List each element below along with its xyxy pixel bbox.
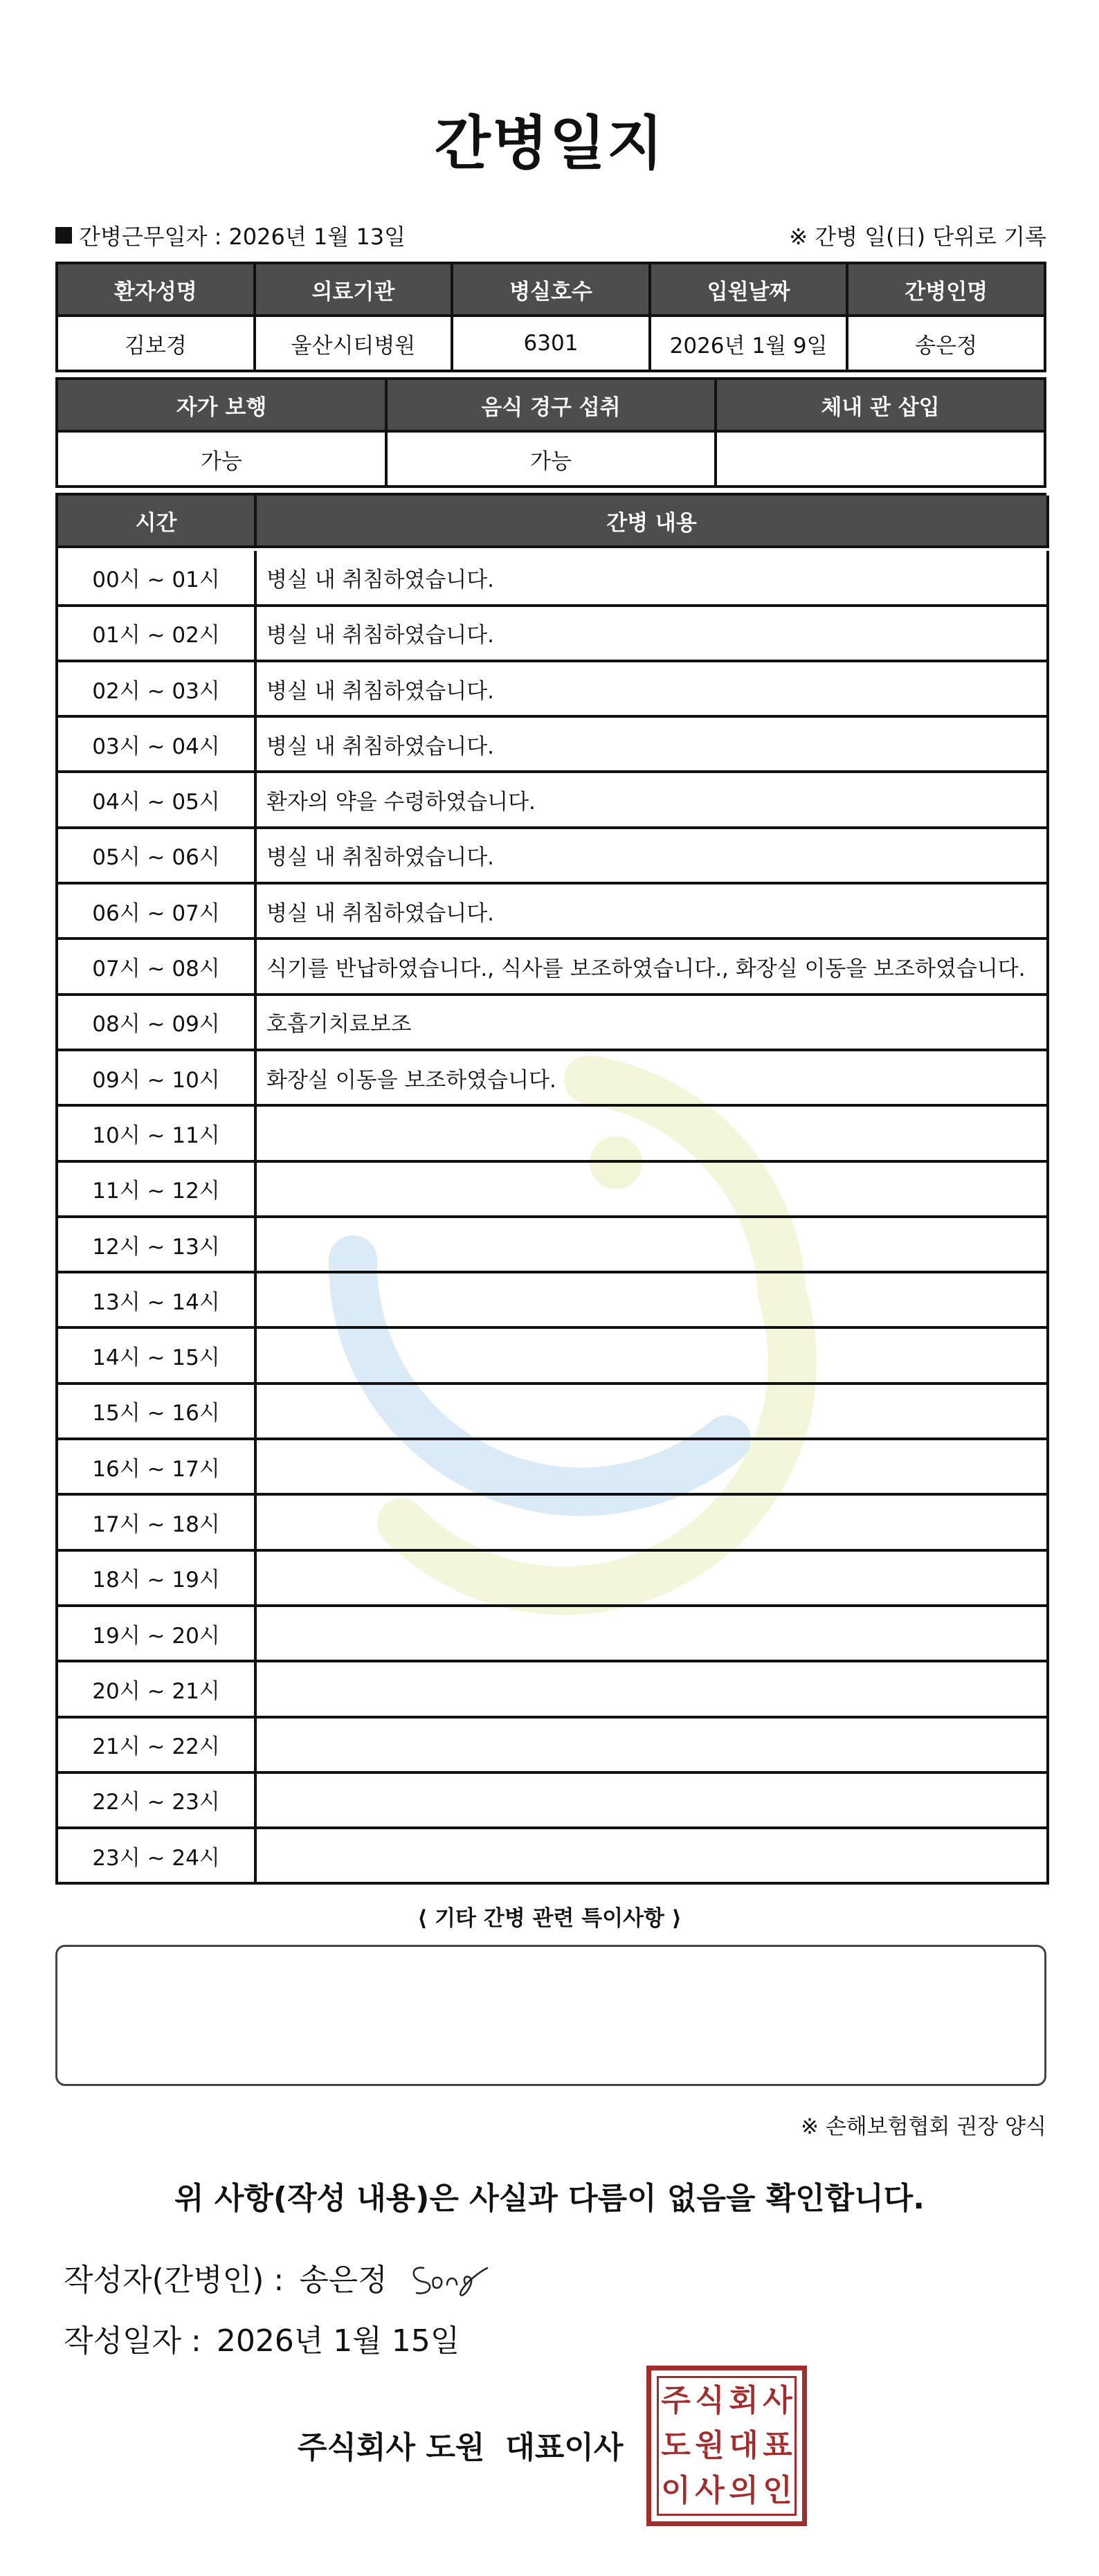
header-caregiver-name: 간병인명 [848, 264, 1046, 317]
company-title: 대표이사 [505, 2430, 624, 2465]
tube-insertion-value [717, 433, 1046, 488]
time-cell: 01시 ~ 02시 [58, 607, 257, 662]
written-date-value: 2026년 1월 15일 [216, 2323, 460, 2359]
time-cell: 00시 ~ 01시 [58, 551, 257, 606]
header-oral-intake: 음식 경구 섭취 [388, 380, 717, 433]
seal-char: 회 [729, 2382, 759, 2418]
header-self-walking: 자가 보행 [58, 380, 388, 433]
care-content-cell [257, 1163, 1049, 1218]
admission-date-value: 2026년 1월 9일 [651, 317, 849, 372]
patient-info-table [55, 262, 1046, 372]
time-cell: 04시 ~ 05시 [58, 773, 257, 828]
patient-condition-table [55, 377, 1046, 488]
seal-char: 식 [695, 2382, 725, 2418]
care-content-cell [257, 1273, 1049, 1329]
care-content-cell [257, 1607, 1049, 1662]
seal-char: 사 [763, 2382, 792, 2418]
time-cell: 09시 ~ 10시 [58, 1051, 257, 1107]
care-content-cell: 식기를 반납하였습니다., 식사를 보조하였습니다., 화장실 이동을 보조하였습니다. [257, 940, 1049, 995]
header-care-content: 간병 내용 [257, 496, 1049, 548]
seal-char: 주 [661, 2382, 691, 2418]
oral-intake-value: 가능 [388, 433, 717, 488]
care-content-cell [257, 1718, 1049, 1774]
company-seal-icon [646, 2366, 807, 2526]
header-time: 시간 [58, 496, 257, 548]
care-content-cell [257, 1496, 1049, 1551]
time-cell: 05시 ~ 06시 [58, 829, 257, 885]
care-content-cell [257, 1662, 1049, 1718]
care-content-cell: 병실 내 취침하였습니다. [257, 718, 1049, 773]
time-cell: 07시 ~ 08시 [58, 940, 257, 995]
seal-char: 표 [763, 2427, 792, 2463]
time-cell: 08시 ~ 09시 [58, 996, 257, 1051]
time-cell: 12시 ~ 13시 [58, 1218, 257, 1273]
square-bullet-icon [55, 227, 72, 244]
writer-label: 작성자(간병인) : [64, 2262, 284, 2298]
seal-char: 도 [661, 2427, 691, 2463]
writer-row [64, 2253, 500, 2301]
seal-char: 이 [661, 2473, 691, 2509]
signature-image [403, 2253, 500, 2301]
care-content-cell [257, 1440, 1049, 1496]
written-date-row [64, 2316, 460, 2360]
seal-char: 대 [729, 2427, 759, 2463]
time-cell: 06시 ~ 07시 [58, 885, 257, 940]
care-content-cell [257, 1774, 1049, 1829]
header-admission-date: 입원날짜 [651, 264, 849, 317]
work-date-value: 2026년 1월 13일 [228, 224, 406, 250]
written-date-label: 작성일자 : [64, 2323, 201, 2359]
care-content-cell [257, 1329, 1049, 1384]
care-content-cell: 호흡기치료보조 [257, 996, 1049, 1051]
time-cell: 21시 ~ 22시 [58, 1718, 257, 1774]
time-cell: 18시 ~ 19시 [58, 1552, 257, 1607]
time-cell: 14시 ~ 15시 [58, 1329, 257, 1384]
care-content-cell: 병실 내 취침하였습니다. [257, 607, 1049, 662]
care-content-cell [257, 1385, 1049, 1440]
company-name: 주식회사 도원 [298, 2430, 485, 2465]
company-row [298, 2422, 623, 2467]
care-content-cell [257, 1218, 1049, 1273]
page-title: 간병일지 [434, 109, 665, 177]
self-walking-value: 가능 [58, 433, 388, 488]
time-cell: 20시 ~ 21시 [58, 1662, 257, 1718]
care-content-cell: 병실 내 취침하였습니다. [257, 551, 1049, 606]
remarks-box [55, 1945, 1046, 2086]
header-room-number: 병실호수 [453, 264, 651, 317]
seal-char: 의 [729, 2473, 759, 2509]
time-cell: 02시 ~ 03시 [58, 662, 257, 718]
caregiver-name-value: 송은정 [848, 317, 1046, 372]
time-cell: 10시 ~ 11시 [58, 1107, 257, 1162]
care-log-table [55, 493, 1046, 1885]
care-content-cell: 화장실 이동을 보조하였습니다. [257, 1051, 1049, 1107]
time-cell: 16시 ~ 17시 [58, 1440, 257, 1496]
work-date-row [55, 220, 1046, 251]
time-cell: 11시 ~ 12시 [58, 1163, 257, 1218]
room-number-value: 6301 [453, 317, 651, 372]
remarks-title: ⟨ 기타 간병 관련 특이사항 ⟩ [417, 1906, 682, 1931]
work-date-label: 간병근무일자 : [79, 224, 222, 250]
time-cell: 17시 ~ 18시 [58, 1496, 257, 1551]
header-hospital: 의료기관 [256, 264, 454, 317]
time-cell: 23시 ~ 24시 [58, 1829, 257, 1885]
care-content-cell [257, 1552, 1049, 1607]
confirmation-statement: 위 사항(작성 내용)은 사실과 다름이 없음을 확인합니다. [174, 2181, 925, 2216]
time-cell: 15시 ~ 16시 [58, 1385, 257, 1440]
hospital-value: 울산시티병원 [256, 317, 454, 372]
care-content-cell: 병실 내 취침하였습니다. [257, 662, 1049, 718]
header-patient-name: 환자성명 [58, 264, 256, 317]
care-content-cell: 환자의 약을 수령하였습니다. [257, 773, 1049, 828]
time-cell: 03시 ~ 04시 [58, 718, 257, 773]
header-tube-insertion: 체내 관 삽입 [717, 380, 1046, 433]
writer-name: 송은정 [299, 2262, 388, 2298]
recommend-note: ※ 손해보험협회 권장 양식 [801, 2114, 1046, 2139]
patient-name-value: 김보경 [58, 317, 256, 372]
care-content-cell [257, 1107, 1049, 1162]
time-cell: 22시 ~ 23시 [58, 1774, 257, 1829]
care-content-cell [257, 1829, 1049, 1885]
care-content-cell: 병실 내 취침하였습니다. [257, 829, 1049, 885]
care-content-cell: 병실 내 취침하였습니다. [257, 885, 1049, 940]
seal-char: 사 [695, 2473, 725, 2509]
unit-note: ※ 간병 일(日) 단위로 기록 [789, 224, 1046, 250]
seal-char: 원 [695, 2427, 725, 2463]
time-cell: 19시 ~ 20시 [58, 1607, 257, 1662]
time-cell: 13시 ~ 14시 [58, 1273, 257, 1329]
seal-char: 인 [763, 2473, 792, 2509]
